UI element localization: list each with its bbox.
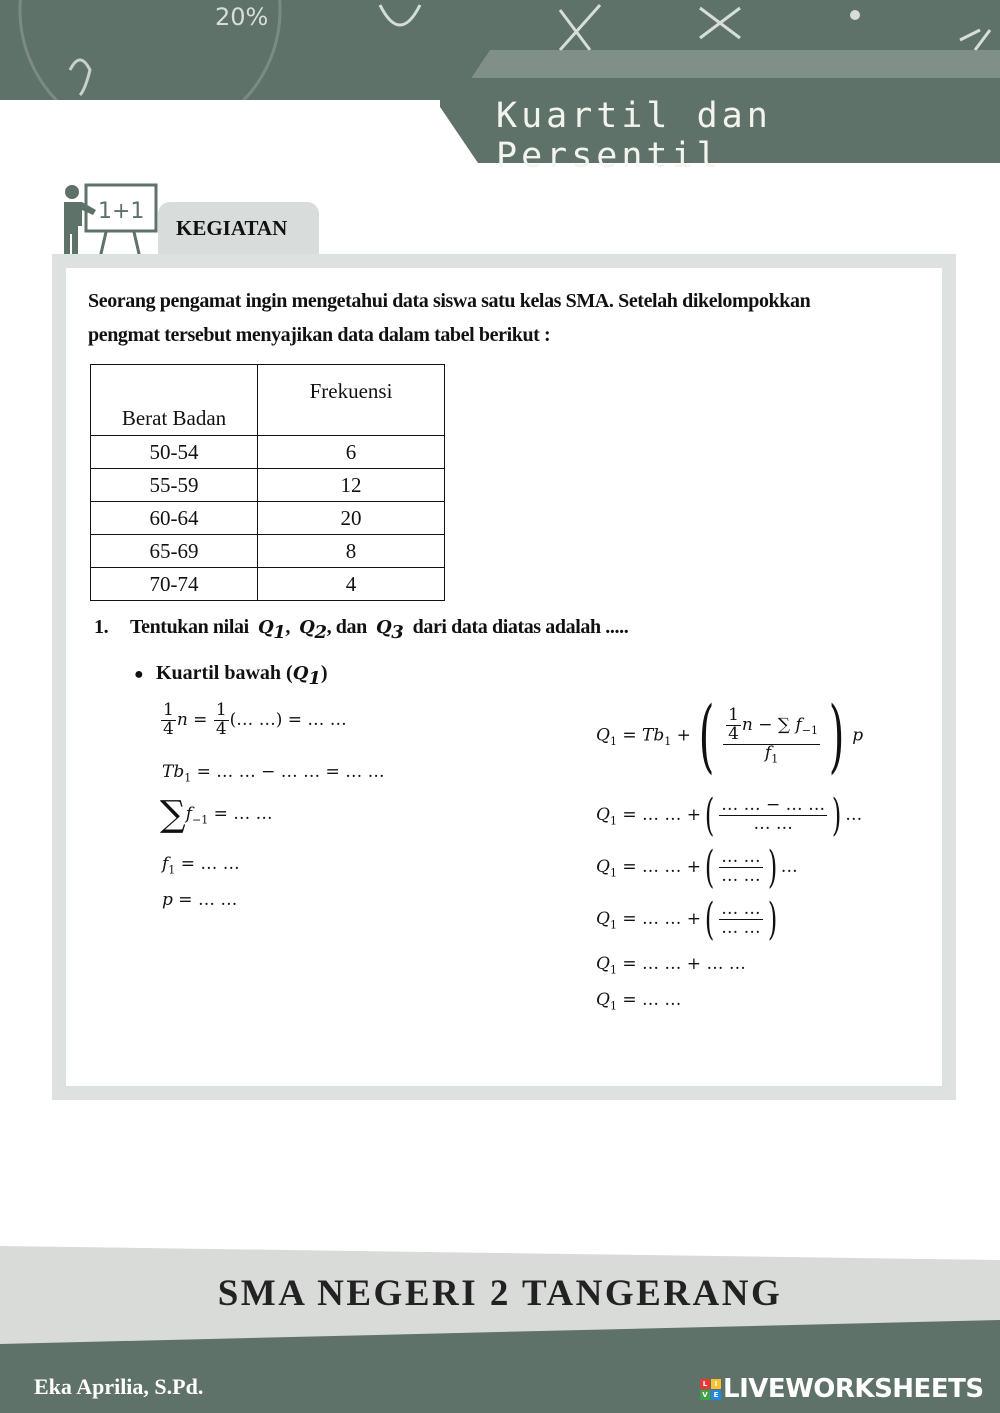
board-label: 1+1 <box>98 199 145 224</box>
board-text: 20% <box>215 3 269 31</box>
paren-close-icon: ) <box>828 689 845 782</box>
question-number: 1. <box>94 616 109 638</box>
paren-open-icon: ( <box>704 842 715 893</box>
q1-symbol: Q <box>257 617 274 638</box>
q1-sub: 1 <box>273 622 286 643</box>
bullet-dot-icon: ● <box>134 666 144 683</box>
q2-sub: 2 <box>314 622 327 643</box>
bullet-kuartil-bawah <box>134 662 328 689</box>
paren-open-icon: ( <box>698 689 715 782</box>
paren-close-icon: ) <box>831 790 842 841</box>
school-name: SMA NEGERI 2 TANGERANG <box>217 1273 783 1314</box>
table-cell: 4 <box>258 568 445 601</box>
step-p: p = … … <box>162 890 238 910</box>
paren-close-icon: ) <box>767 842 777 893</box>
fraction: $\frac{1}{4}$ <box>215 700 227 739</box>
sigma-icon: ∑ <box>160 794 186 835</box>
intro-line: Seorang pengamat ingin mengetahui data siswa satu kelas SMA. Setelah dikelompokkan <box>88 290 811 312</box>
bullet-q-sub: 1 <box>308 668 321 689</box>
kegiatan-label: KEGIATAN <box>176 216 288 240</box>
table-cell: 6 <box>258 436 445 469</box>
table-row <box>91 535 445 568</box>
fraction: $\frac{1}{4}$ n − ∑ $f_{-1}$ $f_1$ <box>723 707 820 765</box>
page-title: Kuartil dan Persentil <box>496 96 772 176</box>
step-sum-f: $\sum f_{-1}$ = … … <box>160 794 273 835</box>
table-cell: 70-74 <box>91 568 258 601</box>
paren-open-icon: ( <box>704 790 715 841</box>
table-row <box>91 502 445 535</box>
liveworksheets-brand[interactable] <box>700 1374 984 1404</box>
step-quarter-n: $\frac{1}{4}$ n = $\frac{1}{4}$ (… …) = … … <box>163 700 347 739</box>
formula-step-4: $Q_1$ = … … +( $\frac{\dots \dots}{\dots \dots}$ ) <box>596 894 777 945</box>
table-cell: 8 <box>258 535 445 568</box>
step-tb1: $Tb_1$ = … … − … … = … … <box>162 762 385 785</box>
formula-q1: $Q_1 = Tb_1$ +( $\frac{1}{4}$ n − ∑ $f_{-1}$ $f_1$ ) p <box>596 689 864 782</box>
table-cell: 55-59 <box>91 469 258 502</box>
formula-step-2: $Q_1$ = … … +( $\frac{\dots \dots - \dots \dots}{\dots \dots}$ ) … <box>596 790 863 841</box>
table-row <box>91 568 445 601</box>
fraction: $\frac{\dots \dots}{\dots \dots}$ <box>721 847 761 886</box>
bullet-label: Kuartil bawah ( <box>156 662 293 684</box>
fraction: $\frac{1}{4}$ <box>163 700 174 739</box>
intro-text <box>88 284 928 352</box>
fraction: $\frac{\dots \dots}{\dots \dots}$ <box>721 899 761 938</box>
q3-symbol: Q <box>376 617 392 638</box>
fraction: $\frac{\dots \dots - \dots \dots}{\dots \dots}$ <box>721 795 826 834</box>
q2-symbol: Q <box>299 617 315 638</box>
formula-step-6: $Q_1$ = … … <box>596 990 682 1013</box>
table-cell: 20 <box>258 502 445 535</box>
table-header: Frekuensi <box>258 365 445 436</box>
author-name: Eka Aprilia, S.Pd. <box>34 1374 204 1399</box>
table-cell: 50-54 <box>91 436 258 469</box>
question-text: dari data diatas adalah ..... <box>412 616 629 638</box>
brand-text: LIVEWORKSHEETS <box>723 1374 984 1404</box>
table-row <box>91 469 445 502</box>
frequency-table <box>90 364 445 601</box>
formula-step-3: $Q_1$ = … … +( $\frac{\dots \dots}{\dots \dots}$ ) … <box>596 842 798 893</box>
q-separator: , <box>285 616 290 638</box>
paren-open-icon: ( <box>704 894 715 945</box>
bullet-q: Q <box>292 663 309 684</box>
table-cell: 60-64 <box>91 502 258 535</box>
table-header: Berat Badan <box>91 365 258 436</box>
title-band-accent <box>470 50 1000 80</box>
question-text: Tentukan nilai <box>130 616 249 638</box>
paren-close-icon: ) <box>767 894 777 945</box>
table-cell: 12 <box>258 469 445 502</box>
table-cell: 65-69 <box>91 535 258 568</box>
table-row <box>91 436 445 469</box>
intro-line: pengmat tersebut menyajikan data dalam tabel berikut : <box>88 324 551 346</box>
formula-step-5: $Q_1$ = … … + … … <box>596 954 746 977</box>
q-separator: , dan <box>326 616 367 638</box>
q3-sub: 3 <box>391 622 404 643</box>
liveworksheets-logo-icon: L I V E <box>700 1379 721 1400</box>
step-f1: $f_1$ = … … <box>162 854 240 877</box>
question-1 <box>94 616 628 643</box>
bullet-close: ) <box>320 662 328 684</box>
